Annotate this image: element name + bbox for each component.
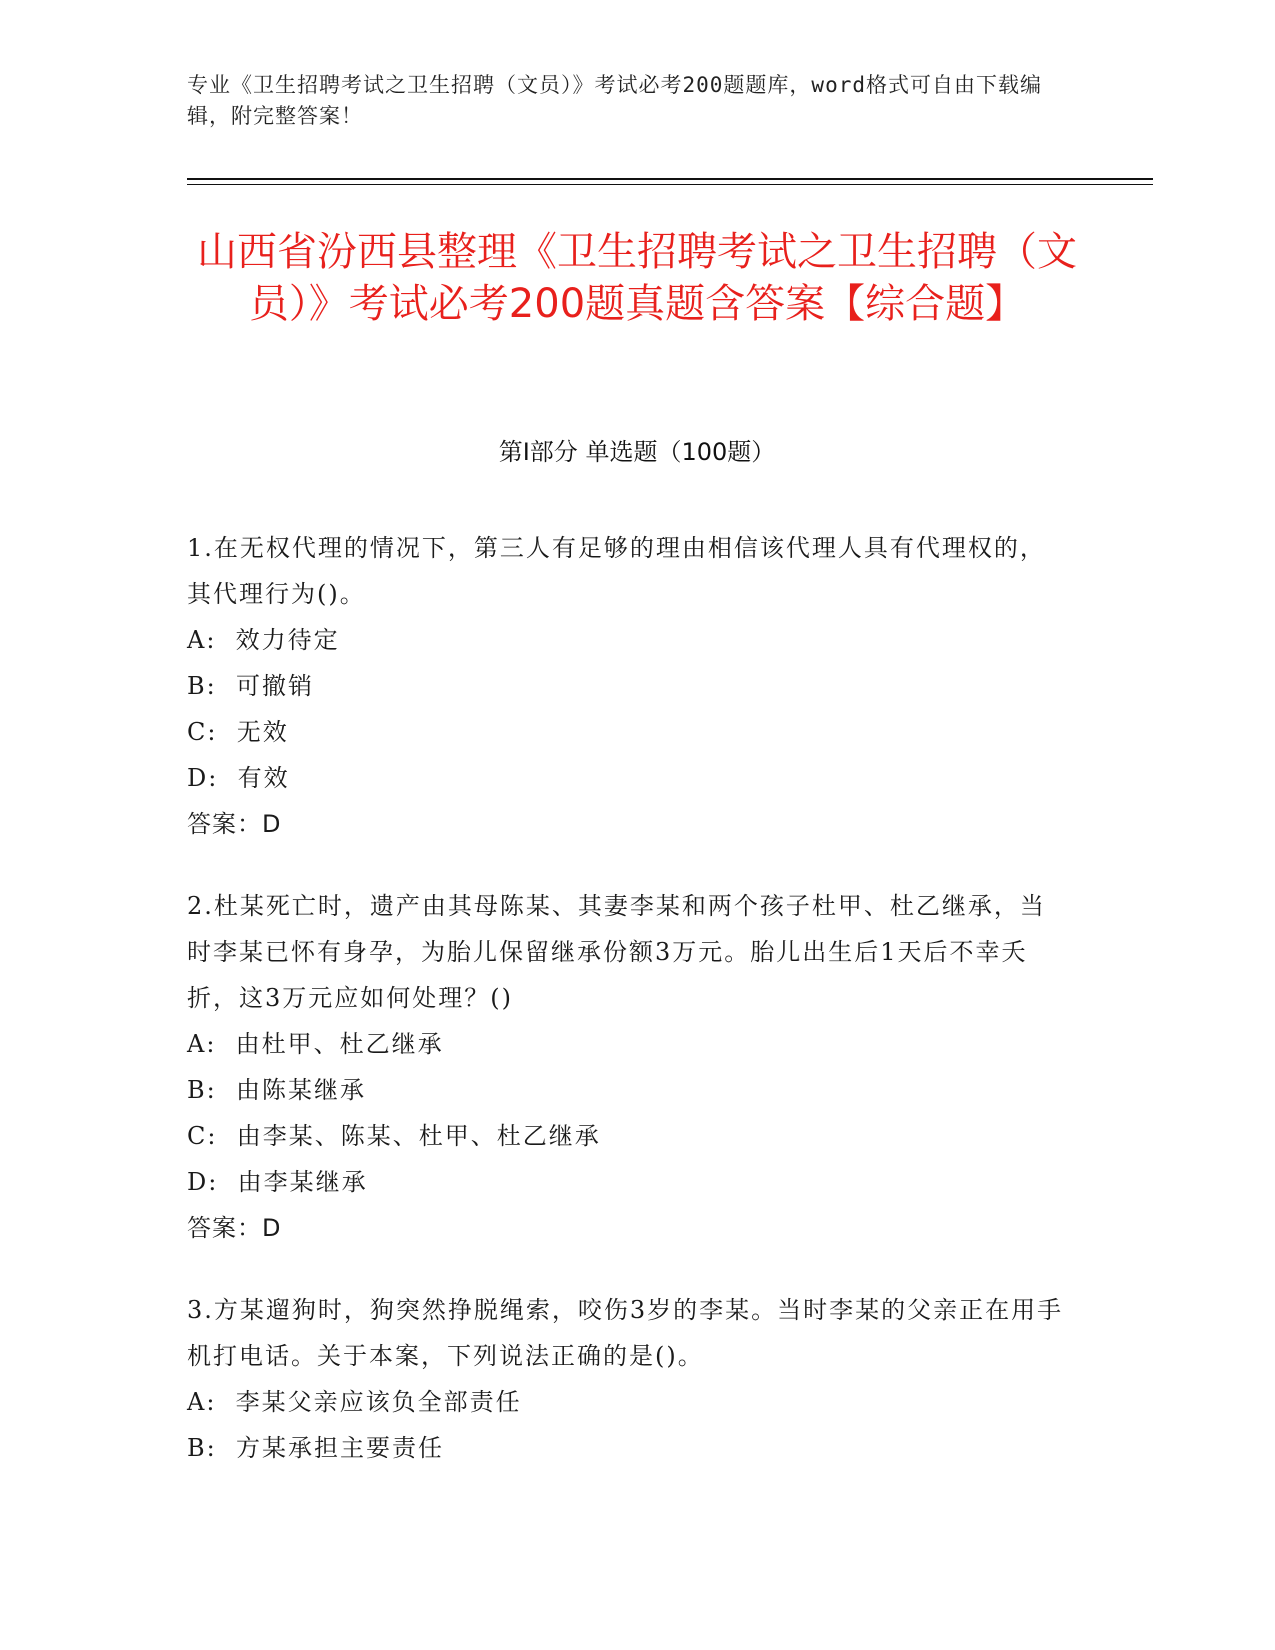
option-a: A: 效力待定 [187,626,340,654]
header-note: 专业《卫生招聘考试之卫生招聘（文员）》考试必考200题题库，word格式可自由下载编辑，附完整答案！ [187,73,1042,128]
question-list [187,525,1067,1507]
option-b: B: 方某承担主要责任 [187,1434,444,1462]
question-1 [187,525,1067,847]
question-stem: 3.方某遛狗时，狗突然挣脱绳索，咬伤3岁的李某。当时李某的父亲正在用手机打电话。关于本案，下列说法正确的是()。 [187,1296,1064,1370]
option-b: B: 可撤销 [187,672,314,700]
option-b: B: 由陈某继承 [187,1076,366,1104]
question-3 [187,1287,1067,1471]
question-2 [187,883,1067,1251]
option-a: A: 李某父亲应该负全部责任 [187,1388,522,1416]
question-stem: 2.杜某死亡时，遗产由其母陈某、其妻李某和两个孩子杜甲、杜乙继承，当时李某已怀有身孕，为胎儿保留继承份额3万元。胎儿出生后1天后不幸夭折，这3万元应如何处理？() [187,892,1046,1012]
header-divider-thin [187,184,1153,185]
answer: 答案：D [187,810,282,838]
section-heading: 第I部分 单选题（100题） [498,438,776,466]
answer: 答案：D [187,1214,282,1242]
option-a: A: 由杜甲、杜乙继承 [187,1030,444,1058]
question-stem: 1.在无权代理的情况下，第三人有足够的理由相信该代理人具有代理权的，其代理行为()。 [187,534,1046,608]
header-divider-thick [187,178,1153,180]
option-d: D: 有效 [187,764,290,792]
option-d: D: 由李某继承 [187,1168,368,1196]
option-c: C: 无效 [187,718,289,746]
document-title: 山西省汾西县整理《卫生招聘考试之卫生招聘（文员）》考试必考200题真题含答案【综合题】 [197,229,1077,327]
option-c: C: 由李某、陈某、杜甲、杜乙继承 [187,1122,601,1150]
